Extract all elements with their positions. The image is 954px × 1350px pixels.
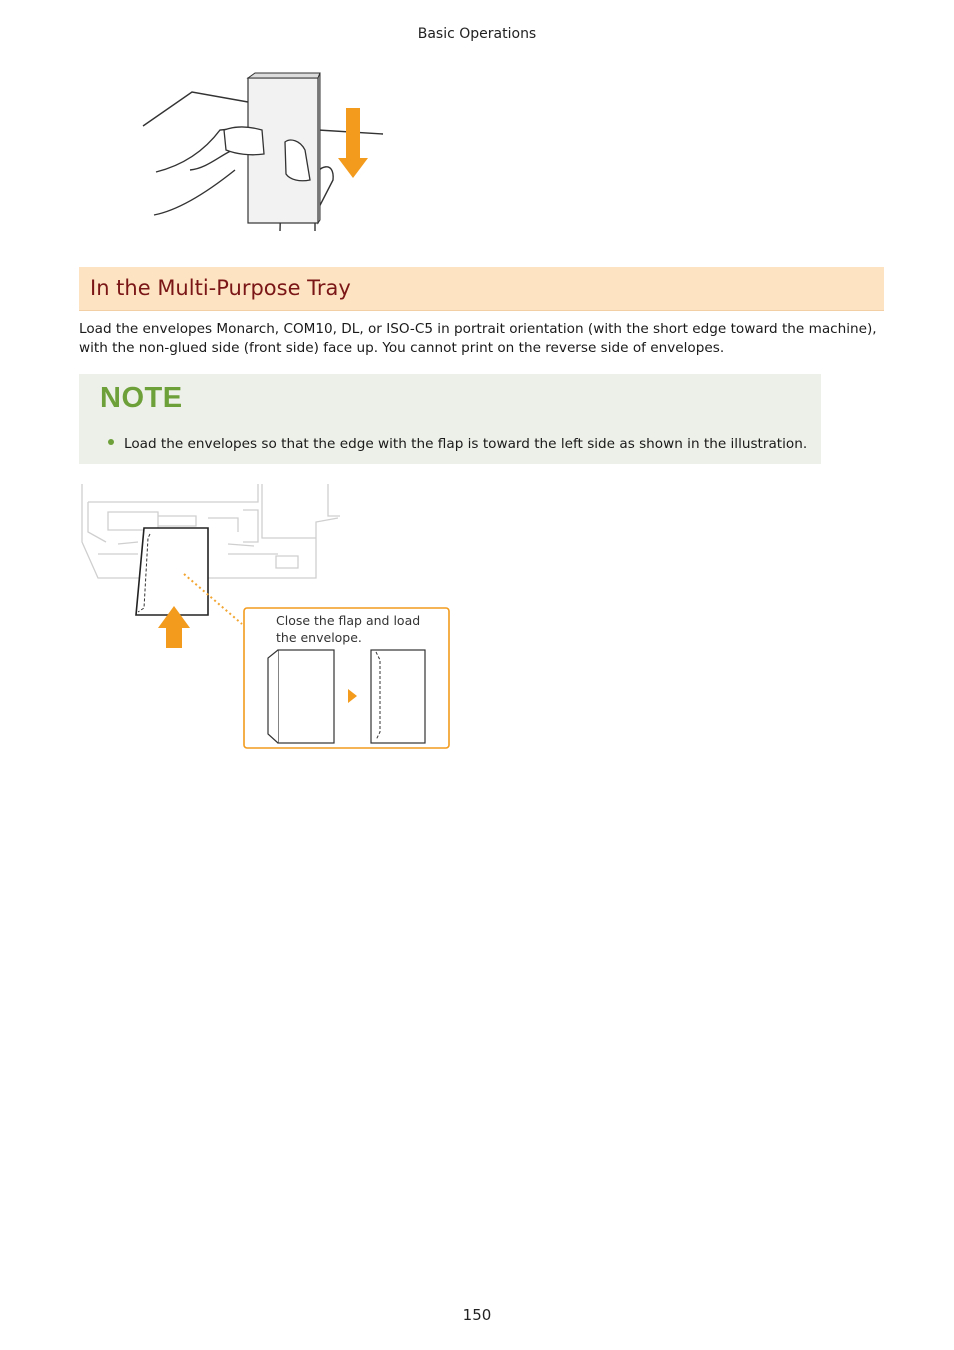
note-item-text: Load the envelopes so that the edge with the flap is toward the left side as shown in the illustration. [124,436,808,452]
page-number: 150 [462,1306,492,1324]
note-list-item [108,436,807,452]
section-heading-bar [79,267,884,311]
body-line-2: with the non-glued side (front side) face up. You cannot print on the reverse side of envelopes. [79,340,725,356]
envelope-stack-illustration [140,70,390,235]
down-arrow-icon [338,108,368,178]
running-header: Basic Operations [417,26,537,42]
body-line-1: Load the envelopes Monarch, COM10, DL, or ISO-C5 in portrait orientation (with the short edge toward the machine), [79,321,877,337]
open-flap-envelope [268,650,334,743]
body-paragraph [79,320,889,358]
note-title: NOTE [100,382,183,414]
callout-line-2: the envelope. [276,630,362,645]
multipurpose-tray-illustration [78,482,453,752]
section-title: In the Multi-Purpose Tray [90,276,351,300]
bullet-icon [108,439,114,445]
closed-flap-envelope [371,650,425,743]
note-box [79,374,821,464]
callout-line-1: Close the flap and load [276,613,421,628]
